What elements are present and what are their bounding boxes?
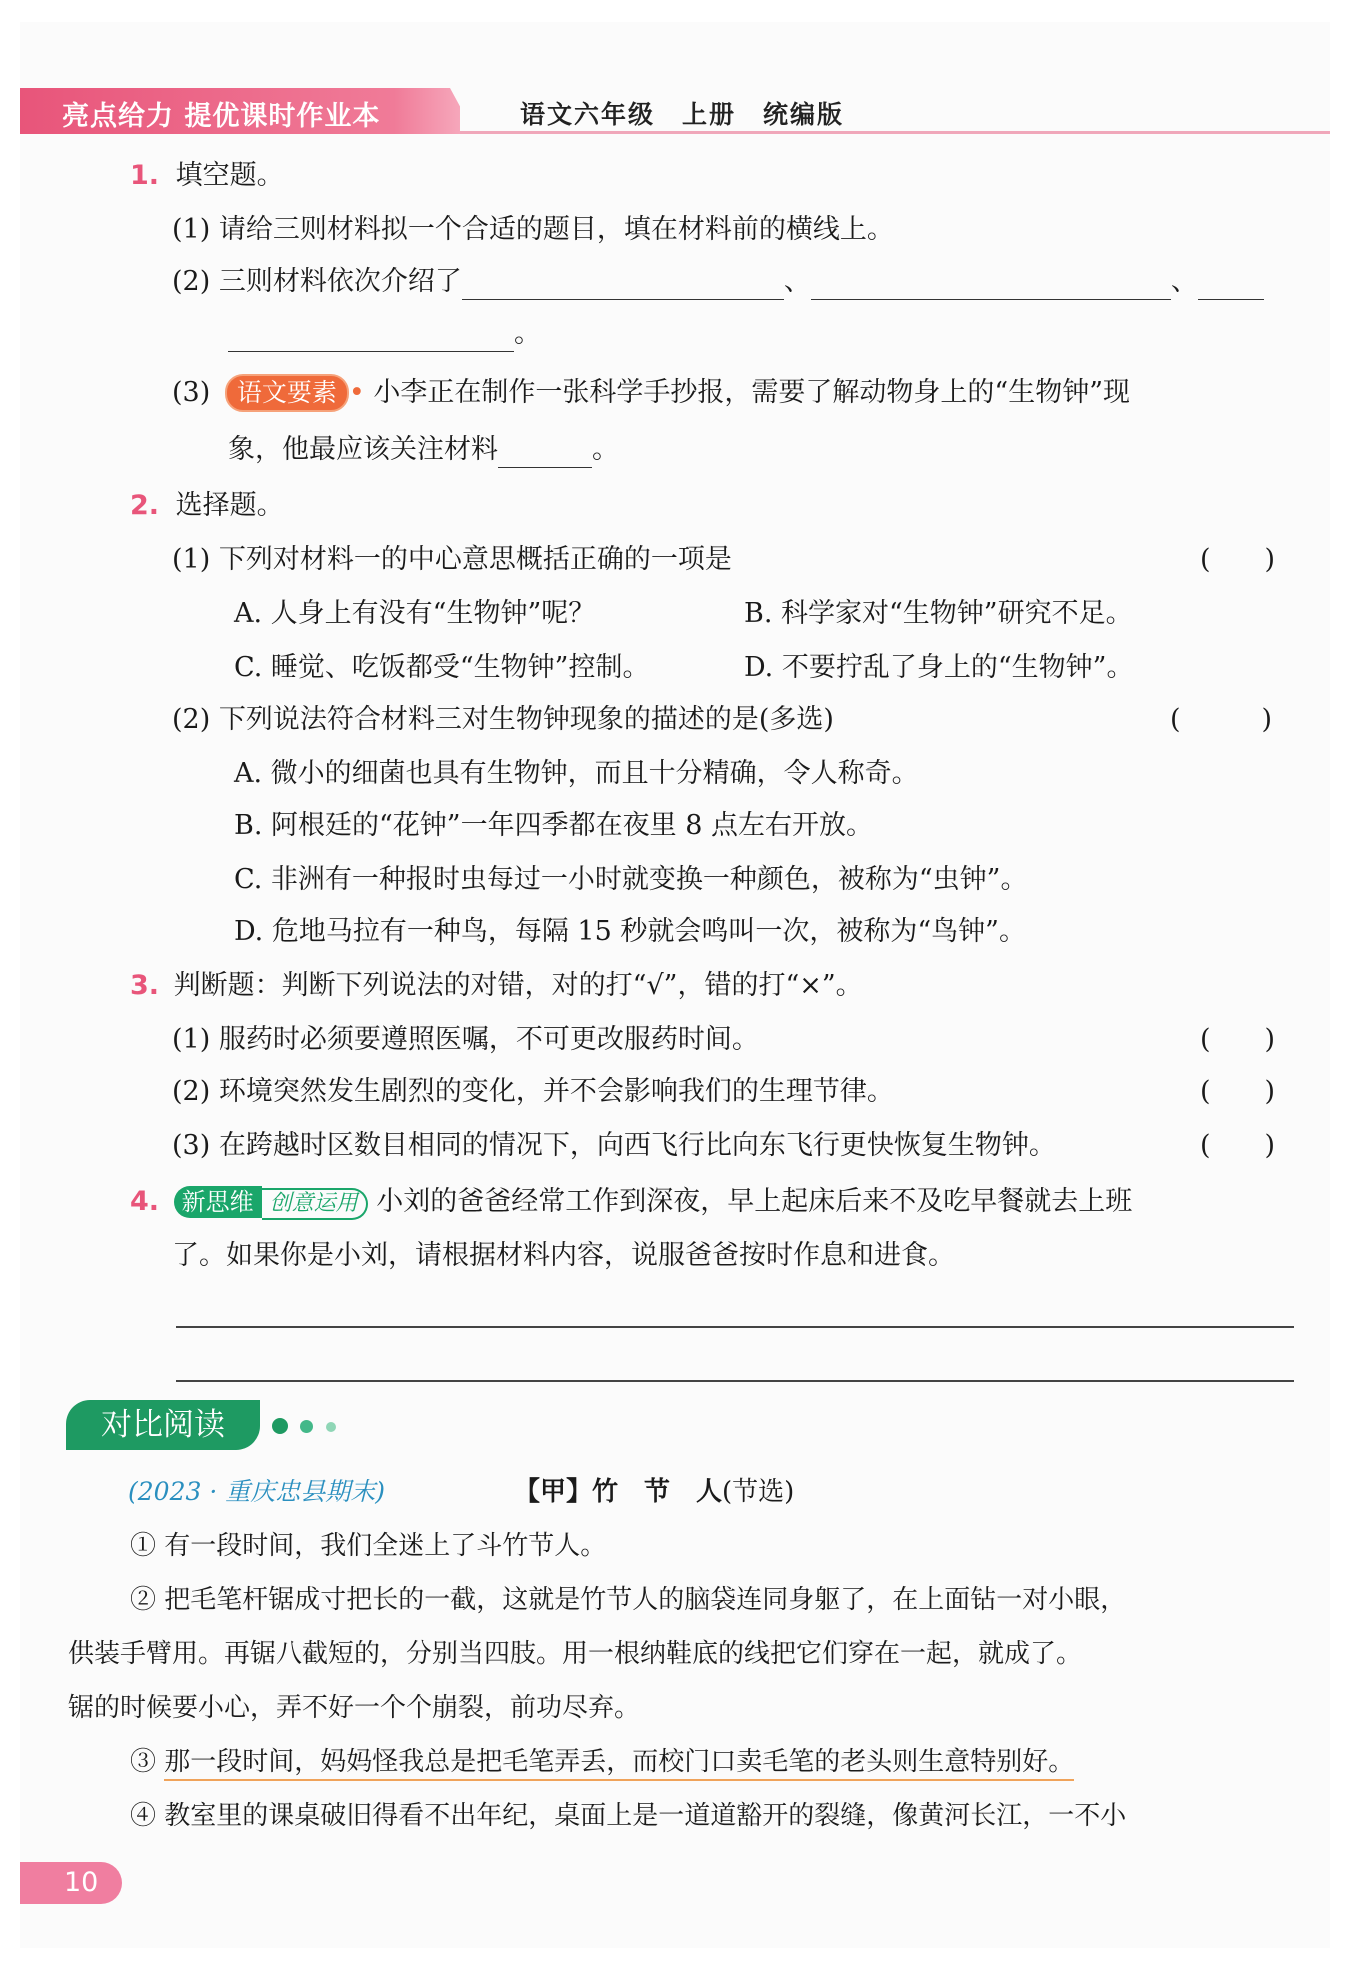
reading-p2-line3: 锯的时候要小心，弄不好一个个崩裂，前功尽弃。 [68,1693,641,1723]
banner-dot-icon [272,1418,288,1434]
q3-sub1: (1) 服药时必须要遵照医嘱，不可更改服药时间。 [172,1024,759,1055]
q1-blank-1[interactable] [462,270,784,300]
xinsiwei-badge: 新思维 [174,1186,262,1218]
q2-sub2-option-b: B. 阿根廷的“花钟”一年四季都在夜里 8 点左右开放。 [234,810,873,841]
q2-sub1-option-d: D. 不要拧乱了身上的“生物钟”。 [744,652,1134,683]
q1-heading [130,158,284,194]
reading-p4: ④ 教室里的课桌破旧得看不出年纪，桌面上是一道道豁开的裂缝，像黄河长江，一不小 [130,1801,1127,1831]
q1-blank-4[interactable] [498,438,592,468]
q2-title: 选择题。 [175,490,284,521]
header-brand: 亮点给力 提优课时作业本 [62,101,381,132]
q2-sub1-option-a: A. 人身上有没有“生物钟”呢？ [234,598,596,629]
banner-dot-icon [300,1420,313,1433]
reading-p2-line1: ② 把毛笔杆锯成寸把长的一截，这就是竹节人的脑袋连同身躯了，在上面钻一对小眼， [130,1585,1127,1615]
reading-p1: ① 有一段时间，我们全迷上了斗竹节人。 [130,1531,607,1561]
reading-title [514,1474,794,1510]
q3-sub2: (2) 环境突然发生剧烈的变化，并不会影响我们的生理节律。 [172,1076,894,1107]
reading-source-text: (2023 · 重庆忠县期末) [128,1477,385,1506]
q2-sub1-option-b: B. 科学家对“生物钟”研究不足。 [744,598,1133,629]
q1-blank-3b[interactable] [228,322,514,352]
yuwen-yaosu-badge: 语文要素 [225,374,349,412]
q1-sub3-cont [228,432,619,468]
q2-sub1-answer-paren[interactable]: ( ) [1200,544,1276,575]
q4-heading [130,1184,1132,1220]
section-banner: 对比阅读 [66,1400,260,1450]
q2-sub2: (2) 下列说法符合材料三对生物钟现象的描述的是(多选) [172,704,834,735]
q3-number: 3. [130,970,160,1001]
q1-sub2-cont [228,316,541,352]
q1-sub2-end: 。 [514,318,541,349]
chuangyi-yunyong-badge: 创意运用 [262,1188,368,1220]
q3-heading [130,968,863,1004]
q2-sub2-option-a: A. 微小的细菌也具有生物钟，而且十分精确，令人称奇。 [234,758,919,789]
q3-sub3: (3) 在跨越时区数目相同的情况下，向西飞行比向东飞行更快恢复生物钟。 [172,1130,1056,1161]
q2-sub1: (1) 下列对材料一的中心意思概括正确的一项是 [172,544,732,575]
q2-sub2-option-d: D. 危地马拉有一种鸟，每隔 15 秒就会鸣叫一次，被称为“鸟钟”。 [234,916,1026,947]
reading-p3-number: ③ [130,1747,157,1777]
q2-sub2-option-c: C. 非洲有一种报时虫每过一小时就变换一种颜色，被称为“虫钟”。 [234,864,1028,895]
q1-sep-1: 、 [783,266,811,297]
reading-title-note: (节选) [722,1477,795,1507]
q4-number: 4. [130,1186,160,1217]
q1-sub3-cont-text: 象，他最应该关注材料 [228,434,498,465]
q2-number: 2. [130,490,160,521]
q2-sub2-answer-paren[interactable]: ( ) [1170,704,1273,735]
header [20,88,1330,134]
q1-sub2-text: (2) 三则材料依次介绍了 [172,266,462,297]
q1-sub3-number: (3) [172,377,211,408]
q3-sub3-answer-paren[interactable]: ( ) [1200,1130,1276,1161]
reading-p3 [130,1744,1074,1780]
q1-sub3-end: 。 [592,434,619,465]
q4-answer-line-2[interactable] [176,1380,1294,1382]
reading-source [128,1474,385,1510]
q1-number: 1. [130,160,160,191]
q2-heading [130,488,284,524]
q3-sub2-answer-paren[interactable]: ( ) [1200,1076,1276,1107]
q4-answer-line-1[interactable] [176,1326,1294,1328]
q1-sub2 [172,264,1264,300]
q1-sep-2: 、 [1170,266,1198,297]
reading-title-text: 【甲】竹 节 人 [514,1477,723,1507]
badge-dot-icon: • [348,377,365,408]
q3-title: 判断题：判断下列说法的对错，对的打“√”，错的打“×”。 [173,970,863,1001]
page-number: 10 [20,1862,122,1904]
q1-sub1: (1) 请给三则材料拟一个合适的题目，填在材料前的横线上。 [172,214,894,245]
q1-sub3 [172,374,1130,412]
header-subject: 语文六年级 上册 统编版 [520,100,845,129]
header-divider [460,131,1330,134]
banner-dot-icon [326,1422,336,1432]
reading-p2-line2: 供装手臂用。再锯八截短的，分别当四肢。用一根纳鞋底的线把它们穿在一起，就成了。 [68,1639,1083,1669]
q3-sub1-answer-paren[interactable]: ( ) [1200,1024,1276,1055]
q2-sub1-option-c: C. 睡觉、吃饭都受“生物钟”控制。 [234,652,650,683]
q1-sub3-text: 小李正在制作一张科学手抄报，需要了解动物身上的“生物钟”现 [373,377,1130,408]
reading-p3-underlined: 那一段时间，妈妈怪我总是把毛笔弄丢，而校门口卖毛笔的老头则生意特别好。 [164,1747,1074,1781]
q4-cont: 了。如果你是小刘，请根据材料内容，说服爸爸按时作息和进食。 [172,1240,955,1271]
q1-blank-2[interactable] [811,270,1171,300]
q1-blank-3a[interactable] [1198,270,1264,300]
q4-text: 小刘的爸爸经常工作到深夜，早上起床后来不及吃早餐就去上班 [376,1186,1133,1217]
q1-title: 填空题。 [175,160,284,191]
